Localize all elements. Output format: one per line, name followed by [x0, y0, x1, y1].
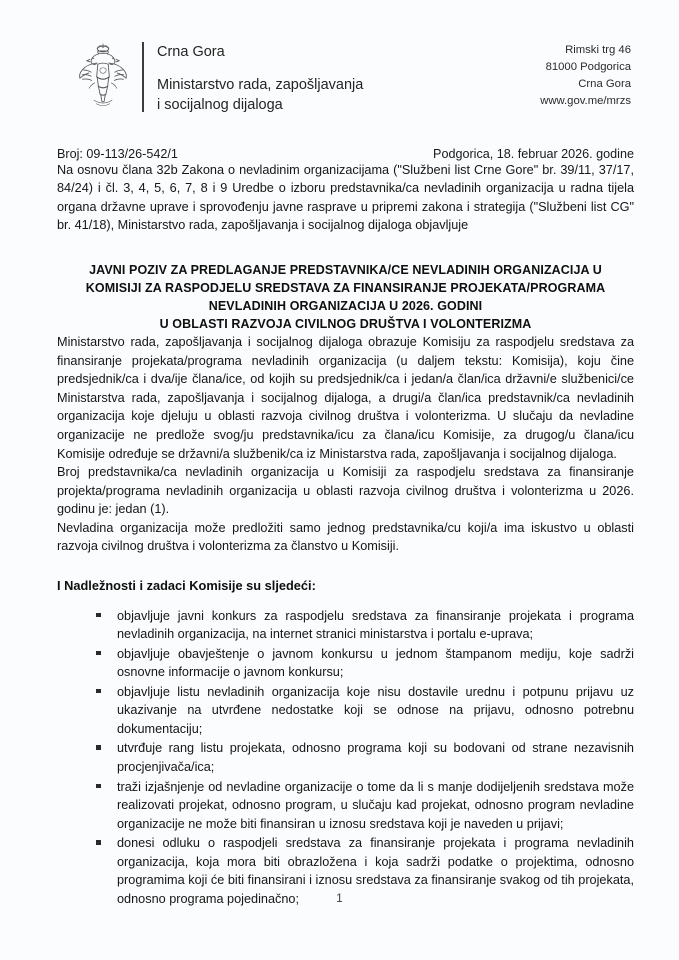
address-country: Crna Gora — [578, 77, 631, 90]
montenegro-coat-of-arms-icon — [74, 40, 132, 114]
square-bullet-icon — [96, 745, 101, 750]
list-item-text: donesi odluku o raspodjeli sredstava za finansiranje projekata i programa nevladinih organizacija, koja mora biti obrazložena i koja sadrži podatke o projektima, odnosno programima koji će biti finansirani i iznosu sredstava za finansiranje svakog od tih projekata, odnosno programa pojedinačno; — [117, 836, 634, 906]
title-line-2: KOMISIJI ZA RASPODJELU SREDSTAVA ZA FINANSIRANJE PROJEKATA/PROGRAMA — [85, 280, 606, 295]
list-item-text: utvrđuje rang listu projekata, odnosno programa koji su bodovani od strane nezavisnih procjenjivača/ica; — [117, 741, 634, 774]
reference-line — [57, 147, 634, 161]
square-bullet-icon — [96, 689, 101, 694]
commission-composition-paragraph: Ministarstvo rada, zapošljavanja i socijalnog dijaloga obrazuje Komisiju za raspodjelu sredstava za finansiranje projekata/programa nevladinih organizacija (u daljem tekstu: Komisija), koju čine predsjednik/ca i dva/ije člana/ice, od kojih su predsjednik/ca i jedan/a član/ica državni/e službenici/ce Ministarstva rada, zapošljavanja i socijalnog dijaloga, a drugi/a član/ica predstavnik/ca nevladinih organizacija koje djeluju u oblasti razvoja civilnog društva i volonterizma. U slučaju da nevladine organizacije ne predlože svog/ju predstavnika/icu za člana/icu Komisije, za drugog/u člana/icu Komisije određuje se državni/a službenik/ca iz Ministarstva rada, zapošljavanja i socijalnog dijaloga. — [57, 335, 634, 461]
list-item-text: objavljuje obavještenje o javnom konkursu u jednom štampanom mediju, koje sadrži osnovne informacije o javnom konkursu; — [117, 646, 634, 680]
square-bullet-icon — [96, 840, 101, 845]
place-and-date: Podgorica, 18. februar 2026. godine — [433, 146, 634, 161]
public-call-title — [63, 261, 628, 334]
document-number: Broj: 09-113/26-542/1 — [57, 146, 178, 161]
list-item — [94, 778, 634, 834]
representative-count-paragraph: Broj predstavnika/ca nevladinih organizacija u Komisiji za raspodjelu sredstava za finansiranje projekta/programa nevladinih organizacija u oblasti razvoja civilnog društva i volonterizma u 2026. godinu je: jedan (1). — [57, 465, 634, 517]
letterhead — [0, 0, 679, 116]
square-bullet-icon — [96, 784, 101, 789]
title-line-3: NEVLADINIH ORGANIZACIJA U 2026. GODINI — [208, 299, 483, 314]
address-street: Rimski trg 46 — [565, 44, 631, 56]
page-number: 1 — [336, 893, 343, 905]
square-bullet-icon — [96, 613, 101, 618]
single-nomination-paragraph: Nevladina organizacija može predložiti samo jednog predstavnika/cu koji/a ima iskustvo u oblasti razvoja civilnog društva i volonterizma za članstvo u Komisiji. — [57, 520, 634, 554]
list-item-text: traži izjašnjenje od nevladine organizacije o tome da li s manje dodijeljenih sredstava može realizovati projekat, odnosno program, u slučaju kad projekat, odnosno program nevladine organizacije ne može biti finansiran u iznosu sredstava koji je naveden u prijavi; — [117, 779, 634, 831]
title-line-4: U OBLASTI RAZVOJA CIVILNOG DRUŠTVA I VOLONTERIZMA — [159, 317, 532, 332]
list-item-text: objavljuje listu nevladinih organizacija koje nisu dostavile urednu i potpunu prijavu uz ukazivanje na utvrđene nedostatke koji se odnose na prijavu, odnosno potrebnu dokumentaciju; — [117, 684, 634, 736]
title-line-1: JAVNI POZIV ZA PREDLAGANJE PREDSTAVNIKA/CE NEVLADINIH ORGANIZACIJA U — [89, 262, 602, 277]
document-body — [57, 161, 634, 909]
ministry-branding — [74, 40, 363, 116]
list-item — [94, 645, 634, 682]
ministry-name-line-1: Ministarstvo rada, zapošljavanja — [157, 76, 364, 93]
list-item-text: objavljuje javni konkurs za raspodjelu sredstava za finansiranje projekata i programa nevladinih organizacija, na internet stranici ministarstva i portalu e-uprava; — [117, 608, 634, 642]
address-city: 81000 Podgorica — [545, 60, 631, 73]
duties-list — [57, 607, 634, 909]
duties-section-heading: I Nadležnosti i zadaci Komisije su sljedeći: — [57, 577, 316, 593]
country-name: Crna Gora — [157, 44, 225, 60]
legal-basis-paragraph: Na osnovu člana 32b Zakona o nevladinim organizacijama ("Službeni list Crne Gore" br. 39/11, 37/17, 84/24) i čl. 3, 4, 5, 6, 7, 8 i 9 Uredbe o izboru predstavnika/ca nevladinih organizacija u radna tijela organa državne uprave i sprovođenju javne rasprave u pripremi zakona i strategija ("Službeni list CG" br. 41/18), Ministarstvo rada, zapošljavanja i socijalnog dijaloga objavljuje — [57, 162, 634, 233]
letterhead-divider — [142, 42, 144, 112]
ministry-name-line-2: i socijalnog dijaloga — [157, 97, 283, 114]
list-item — [94, 739, 634, 776]
list-item — [94, 607, 634, 644]
letterhead-text — [157, 40, 363, 116]
list-item — [94, 683, 634, 739]
ministry-address — [540, 40, 631, 110]
square-bullet-icon — [96, 651, 101, 656]
address-website: www.gov.me/mrzs — [540, 94, 631, 107]
